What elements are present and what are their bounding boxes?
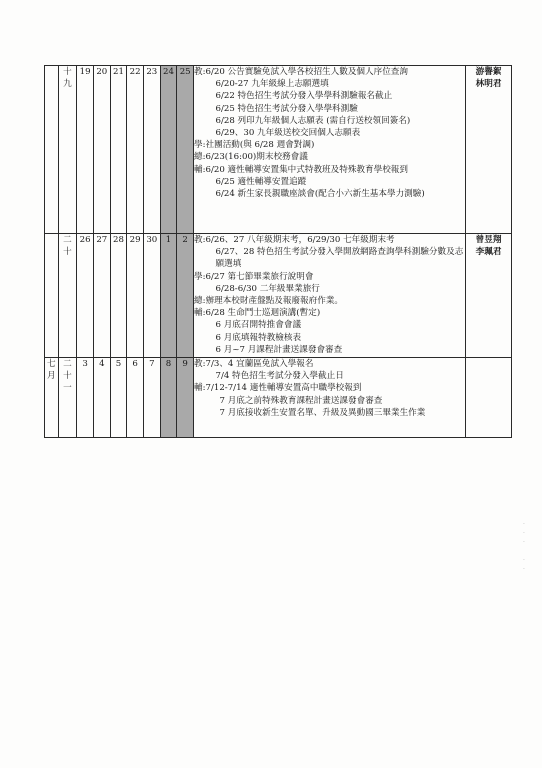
day-cell: 20: [93, 66, 110, 234]
category-label: 教:: [194, 359, 206, 369]
schedule-item: 6 月~7 月課程計畫送課發會審查: [215, 344, 343, 355]
schedule-content-cell: [194, 66, 466, 234]
weekend-day-cell: 9: [177, 358, 194, 438]
schedule-item: 7 月底接收新生安置名單、升級及異動國三畢業生作業: [219, 407, 426, 418]
weekend-day-cell: 8: [160, 358, 177, 438]
staff-name: 李珮君: [475, 247, 502, 258]
schedule-item: 6/23(16:00)期末校務會議: [205, 152, 308, 163]
week-number-cell: [58, 358, 77, 438]
month-label: 七月: [46, 359, 56, 382]
week-number-char: 十: [63, 247, 72, 258]
schedule-item: 6/26、27 八年級期末考，6/29/30 七年級期末考: [205, 235, 395, 245]
category-label: 教:: [194, 235, 206, 245]
category-block: [194, 66, 465, 139]
schedule-body: [45, 66, 512, 438]
schedule-item: 7/4 特色招生考試分發入學截止日: [215, 371, 344, 382]
category-block: [194, 271, 465, 295]
category-block: [194, 139, 465, 151]
week-row: [45, 234, 512, 358]
staff-cell: [466, 66, 512, 234]
day-cell: 29: [127, 234, 144, 358]
week-row: [45, 66, 512, 234]
day-cell: 3: [77, 358, 94, 438]
schedule-item: 6/20 適性輔導安置集中式特教班及特殊教育學校報到: [205, 164, 408, 175]
day-cell: 22: [127, 66, 144, 234]
schedule-item: 6/22 特色招生考試分發入學學科測驗報名截止: [215, 91, 393, 102]
staff-name: 林明君: [475, 79, 502, 90]
week-number-char: 十: [63, 67, 72, 77]
category-block: [194, 295, 465, 307]
schedule-item: 6/25 適性輔導安置追蹤: [215, 176, 307, 187]
schedule-item: 7/3、4 宜蘭區免試入學報名: [205, 359, 314, 369]
week-number-char: 二: [63, 359, 72, 369]
week-number-char: 一: [63, 383, 72, 394]
schedule-item: 6/27、28 特色招生考試分發入學開放網路查詢學科測驗分數及志願選填: [215, 247, 464, 270]
weekend-day-cell: 24: [160, 66, 177, 234]
category-block: [194, 358, 465, 382]
day-cell: 5: [110, 358, 127, 438]
month-cell: [45, 66, 59, 234]
schedule-item: 7/12-7/14 適性輔導安置高中職學校報到: [205, 383, 362, 394]
day-cell: 19: [77, 66, 94, 234]
schedule-item: 7 月底之前特殊教育課程計畫送課發會審查: [219, 395, 383, 406]
day-cell: 6: [127, 358, 144, 438]
category-block: [194, 307, 465, 356]
schedule-item: 社團活動(與 6/28 週會對調): [205, 140, 315, 151]
week-number-char: 十: [63, 371, 72, 382]
day-cell: 4: [93, 358, 110, 438]
day-cell: 27: [93, 234, 110, 358]
category-label: 輔:: [194, 308, 206, 319]
schedule-item: 辦理本校財產盤點及報廢報府作業。: [205, 296, 344, 307]
schedule-item: 6 月底填報特教檢核表: [215, 332, 302, 343]
staff-name: 曾昱翔: [475, 235, 502, 245]
staff-cell: [466, 358, 512, 438]
week-number-char: 二: [63, 235, 72, 245]
week-number-cell: [58, 234, 77, 358]
day-cell: 28: [110, 234, 127, 358]
schedule-item: 6/24 新生家長親職座談會(配合小六新生基本學力測驗): [215, 189, 425, 200]
day-cell: 21: [110, 66, 127, 234]
category-label: 教:: [194, 67, 206, 77]
schedule-item: 6/20 公告實驗免試入學各校招生人數及個人序位查詢: [205, 67, 408, 77]
month-cell: [45, 358, 59, 438]
category-label: 學:: [194, 271, 206, 282]
weekend-day-cell: 1: [160, 234, 177, 358]
staff-cell: [466, 234, 512, 358]
schedule-item: 6/28 生命鬥士巡迴演講(暫定): [205, 308, 321, 319]
category-label: 學:: [194, 140, 206, 151]
week-row: [45, 358, 512, 438]
schedule-item: 6 月底召開特推會會議: [215, 320, 302, 331]
day-cell: 23: [143, 66, 160, 234]
week-number-cell: [58, 66, 77, 234]
day-cell: 26: [77, 234, 94, 358]
category-block: [194, 234, 465, 271]
week-number-char: 九: [63, 79, 72, 90]
category-block: [194, 382, 465, 419]
weekend-day-cell: 25: [177, 66, 194, 234]
schedule-item: 6/27 第七節畢業旅行說明會: [205, 271, 314, 282]
schedule-item: 6/28 列印九年級個人志願表 (需自行送校領回簽名): [215, 115, 411, 126]
day-cell: 30: [143, 234, 160, 358]
day-cell: 7: [143, 358, 160, 438]
schedule-table: [44, 65, 512, 438]
category-label: 輔:: [194, 164, 206, 175]
schedule-item: 6/28-6/30 二年級畢業旅行: [215, 283, 320, 294]
month-cell: [45, 234, 59, 358]
category-label: 輔:: [194, 383, 206, 394]
category-label: 總:: [194, 152, 206, 163]
staff-name: 游譽絮: [475, 67, 502, 77]
schedule-content-cell: [194, 234, 466, 358]
schedule-item: 6/20-27 九年級線上志願選填: [215, 79, 329, 90]
schedule-content-cell: [194, 358, 466, 438]
schedule-item: 6/29、30 九年級送校交回個人志願表: [215, 128, 361, 139]
margin-dots: · · · · ·: [523, 521, 525, 573]
category-label: 總:: [194, 296, 206, 307]
weekend-day-cell: 2: [177, 234, 194, 358]
category-block: [194, 164, 465, 201]
category-block: [194, 151, 465, 163]
schedule-item: 6/25 特色招生考試分發入學學科測驗: [215, 103, 358, 114]
